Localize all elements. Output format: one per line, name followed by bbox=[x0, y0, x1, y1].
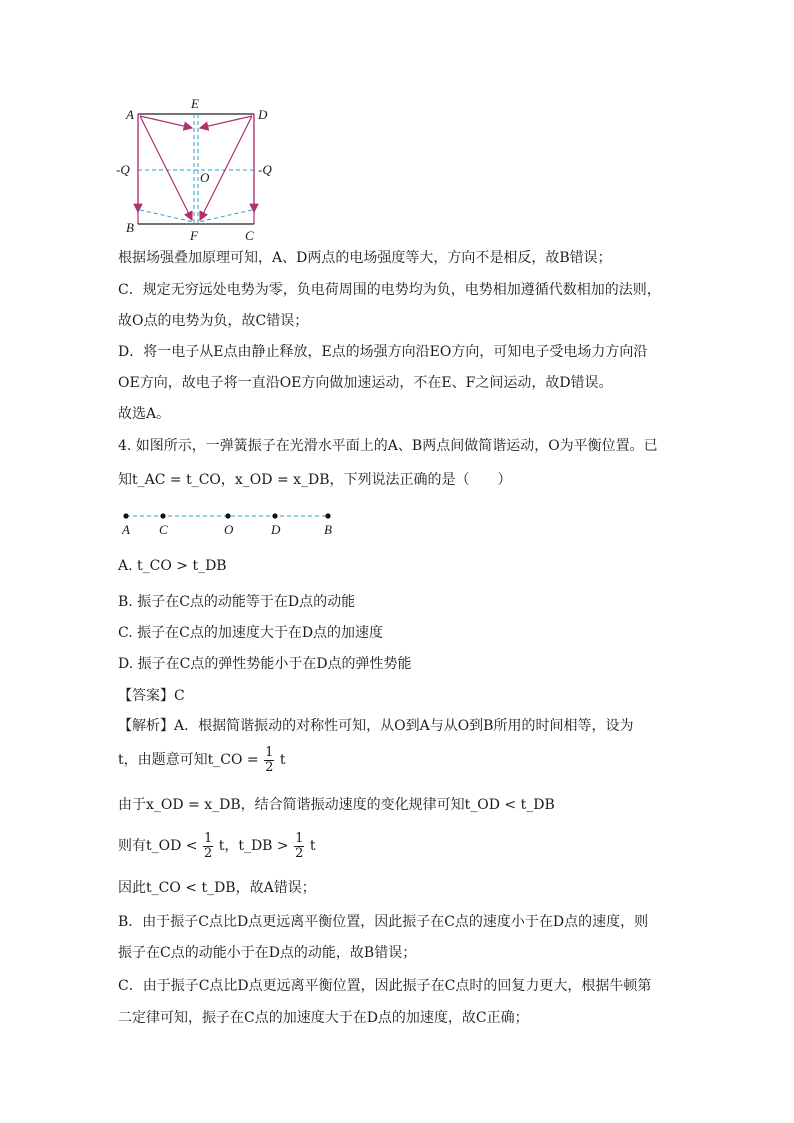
option-A: A. t_CO > t_DB bbox=[118, 558, 227, 574]
fraction-numerator-b: 1 bbox=[295, 830, 304, 846]
analysis-line-2 bbox=[118, 744, 285, 776]
text-line-4: D．将一电子从E点由静止释放，E点的场强方向沿EO方向，可知电子受电场力方向沿 bbox=[118, 344, 648, 360]
arrow-A-to-E bbox=[140, 116, 192, 128]
label-neg-q-right: -Q bbox=[258, 162, 272, 177]
analysis-line-4-mid: t，t_DB > bbox=[218, 838, 289, 854]
fraction-one-half-a bbox=[203, 832, 213, 861]
fraction-numerator: 1 bbox=[265, 744, 274, 760]
option-D: D. 振子在C点的弹性势能小于在D点的弹性势能 bbox=[118, 656, 412, 672]
analysis-line-8: C．由于振子C点比D点更远离平衡位置，因此振子在C点时的回复力更大，根据牛顿第 bbox=[118, 978, 652, 994]
question-4-line-2: 知t_AC = t_CO，x_OD = x_DB，下列说法正确的是（ ） bbox=[118, 472, 512, 488]
option-C: C. 振子在C点的加速度大于在D点的加速度 bbox=[118, 625, 384, 641]
point-label-C: C bbox=[159, 522, 168, 537]
point-label-O: O bbox=[224, 522, 234, 537]
dashed-B-to-F bbox=[140, 210, 194, 222]
fraction-denominator: 2 bbox=[265, 759, 274, 775]
label-E: E bbox=[191, 96, 199, 111]
fraction-one-half bbox=[264, 746, 274, 775]
dashed-C-to-F bbox=[198, 210, 252, 222]
point-label-B: B bbox=[324, 522, 332, 537]
oscillator-figure bbox=[112, 505, 352, 545]
label-F: F bbox=[190, 228, 198, 243]
analysis-line-5: 因此t_CO < t_DB，故A错误； bbox=[118, 880, 316, 896]
text-line-1: 根据场强叠加原理可知，A、D两点的电场强度等大，方向不是相反，故B错误； bbox=[118, 250, 612, 266]
analysis-line-7: 振子在C点的动能小于在D点的动能，故B错误； bbox=[118, 945, 417, 961]
label-O: O bbox=[200, 170, 210, 185]
label-B: B bbox=[126, 220, 134, 235]
arrow-D-to-F bbox=[200, 116, 252, 220]
analysis-line-9: 二定律可知，振子在C点的加速度大于在D点的加速度，故C正确； bbox=[118, 1010, 529, 1026]
answer-line: 【答案】C bbox=[118, 688, 185, 704]
fraction-denominator-b: 2 bbox=[295, 845, 304, 861]
analysis-line-4-pre: 则有t_OD < bbox=[118, 838, 198, 854]
text-line-6: 故选A。 bbox=[118, 406, 171, 422]
analysis-line-2-pre: t，由题意可知t_CO = bbox=[118, 752, 259, 768]
fraction-one-half-b bbox=[294, 832, 304, 861]
text-line-2: C．规定无穷远处电势为零，负电荷周围的电势均为负，电势相加遵循代数相加的法则， bbox=[118, 282, 661, 298]
analysis-line-4-post: t bbox=[309, 838, 316, 854]
analysis-line-3: 由于x_OD = x_DB，结合简谐振动速度的变化规律可知t_OD < t_DB bbox=[118, 797, 555, 813]
arrow-D-to-E bbox=[200, 116, 252, 128]
fraction-denominator-a: 2 bbox=[203, 845, 213, 861]
option-B: B. 振子在C点的动能等于在D点的动能 bbox=[118, 594, 356, 610]
label-D: D bbox=[258, 107, 268, 122]
analysis-line-6: B．由于振子C点比D点更远离平衡位置，因此振子在C点的速度小于在D点的速度，则 bbox=[118, 914, 649, 930]
analysis-line-4 bbox=[118, 830, 315, 862]
arrow-A-to-F bbox=[140, 116, 192, 220]
point-D bbox=[272, 513, 277, 518]
point-B bbox=[325, 513, 330, 518]
electric-field-figure bbox=[112, 92, 292, 244]
point-A bbox=[123, 513, 128, 518]
analysis-line-2-post: t bbox=[279, 752, 286, 768]
text-line-5: OE方向，故电子将一直沿OE方向做加速运动，不在E、F之间运动，故D错误。 bbox=[118, 375, 613, 391]
analysis-line-1: 【解析】A．根据简谐振动的对称性可知，从O到A与从O到B所用的时间相等，设为 bbox=[118, 718, 634, 734]
question-4-line-1: 4. 如图所示，一弹簧振子在光滑水平面上的A、B两点间做简谐运动，O为平衡位置。已 bbox=[118, 438, 658, 454]
text-line-3: 故O点的电势为负，故C错误； bbox=[118, 313, 309, 329]
point-O bbox=[225, 513, 230, 518]
fraction-numerator-a: 1 bbox=[203, 830, 213, 846]
point-label-D: D bbox=[271, 522, 281, 537]
label-A: A bbox=[126, 107, 134, 122]
point-C bbox=[160, 513, 165, 518]
label-C: C bbox=[245, 228, 254, 243]
point-label-A: A bbox=[122, 522, 130, 537]
label-neg-q-left: -Q bbox=[116, 162, 130, 177]
